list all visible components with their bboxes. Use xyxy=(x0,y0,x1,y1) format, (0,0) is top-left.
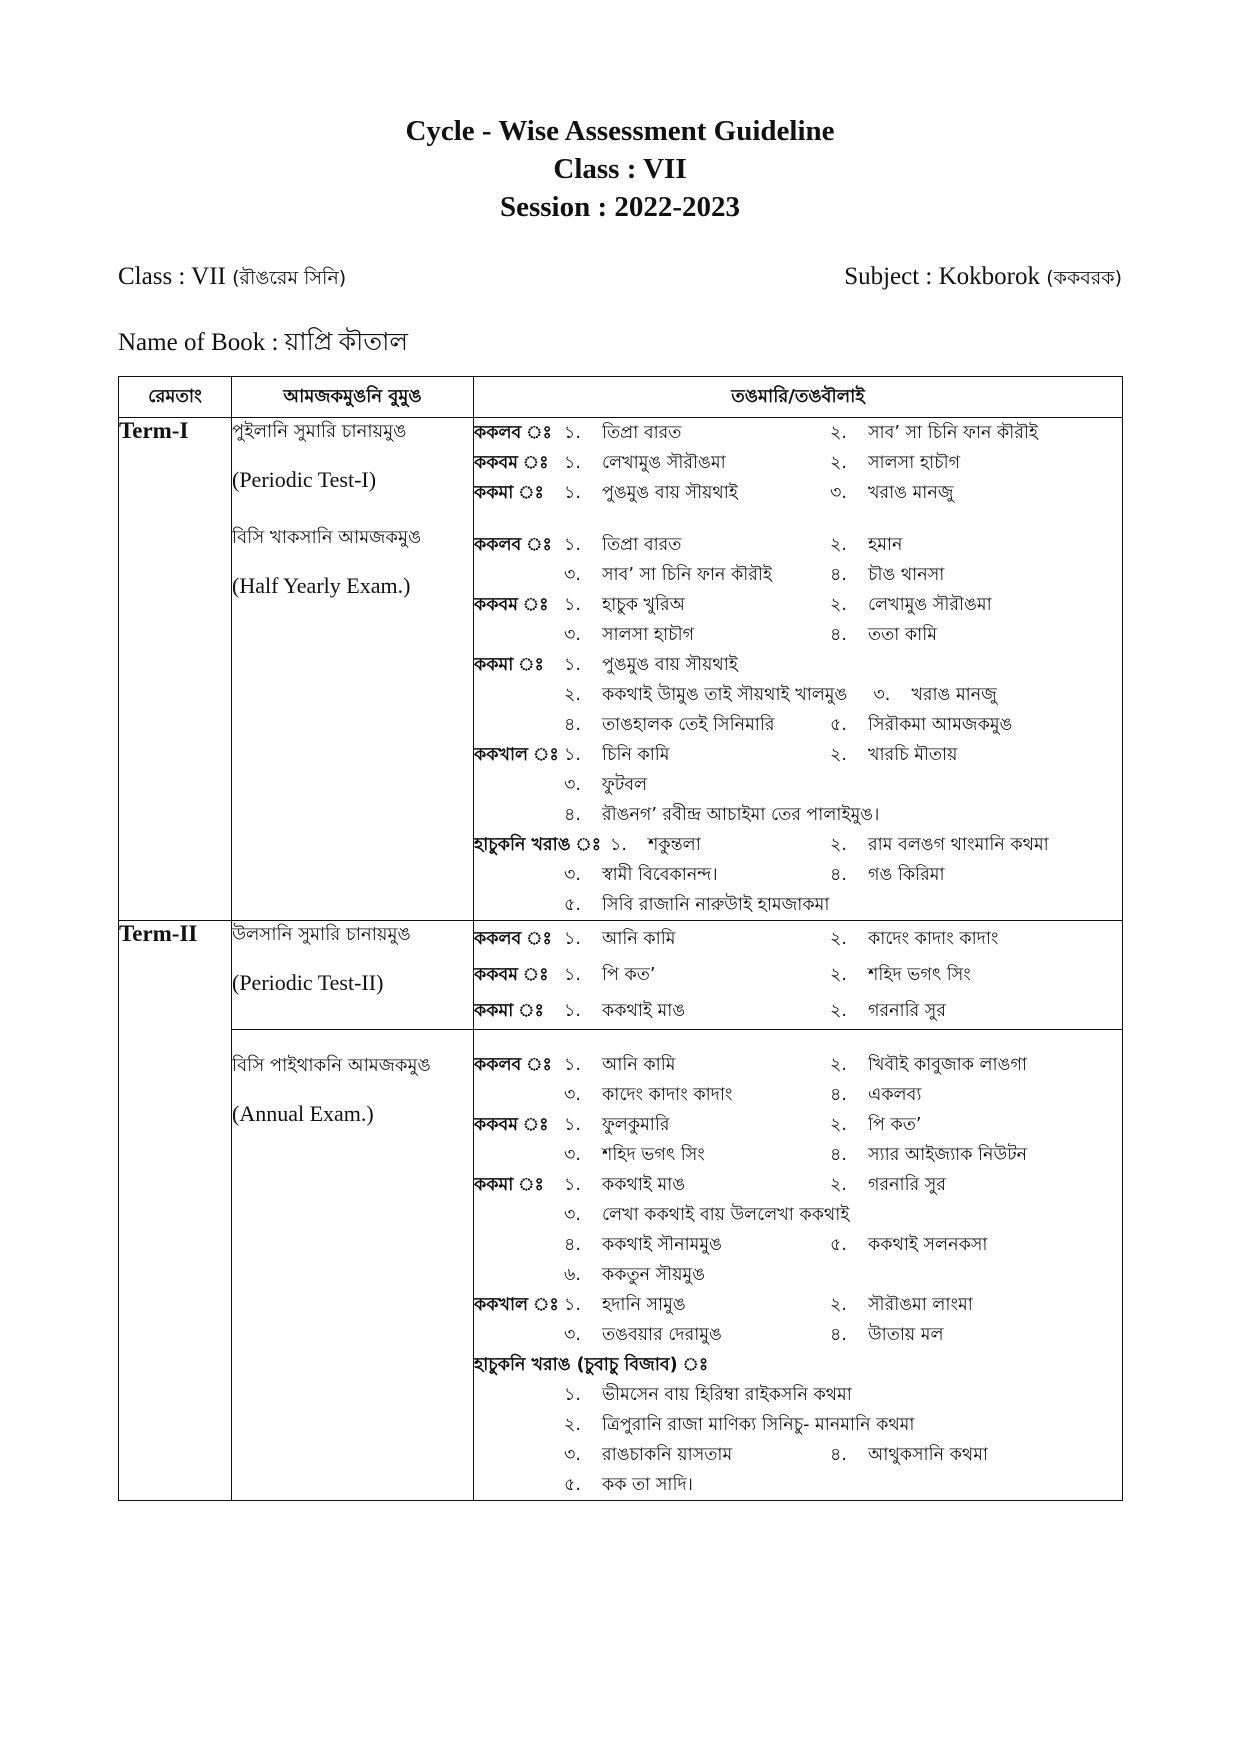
annual-syllabus-cell xyxy=(474,1030,1123,1501)
term1-syllabus xyxy=(474,418,1123,921)
item-number: ১. xyxy=(564,655,581,675)
term1-pt-bn: পুইলানি সুমারি চানায়মুঙ xyxy=(232,421,407,442)
list-item xyxy=(474,560,1122,590)
term2-pt-en: (Periodic Test-II) xyxy=(232,970,384,995)
item-number: ৩. xyxy=(830,483,847,503)
item-text: গরনারি সুর xyxy=(868,1001,946,1021)
header-syllabus: তঙমারি/তঙবৗলাই xyxy=(474,377,1123,418)
list-item xyxy=(474,1470,1122,1500)
item-text: রৗঙনগ’ রবীন্দ্র আচাইমা তের পালাইমুঙ। xyxy=(602,805,880,825)
list-item xyxy=(474,590,1122,620)
item-label: ককলব ঃ xyxy=(474,535,552,555)
item-text: ককথাই মাঙ xyxy=(602,1175,686,1195)
list-item xyxy=(474,448,1122,478)
assessment-table xyxy=(118,376,1123,1501)
list-item xyxy=(474,770,1122,800)
term2-pt-bn: উলসানি সুমারি চানায়মুঙ xyxy=(232,924,411,945)
pt2-syllabus xyxy=(474,921,1122,1029)
list-item xyxy=(474,650,1122,680)
item-text: কাদেং কাদাং কাদাং xyxy=(868,929,999,949)
item-number: ১. xyxy=(564,535,581,555)
item-text: একলব্য xyxy=(868,1085,922,1105)
item-label: ককমা ঃ xyxy=(474,483,544,503)
item-text: লেখামুঙ সৗরৗঙমা xyxy=(868,595,992,615)
list-item xyxy=(474,800,1122,830)
item-number: ৪. xyxy=(830,1445,847,1465)
item-number: ১. xyxy=(564,1055,581,1075)
item-label: ককবম ঃ xyxy=(474,595,549,615)
item-text: রাঙচাকনি য়াসতাম xyxy=(602,1445,733,1465)
item-number: ১. xyxy=(564,965,581,985)
subject-info xyxy=(844,262,1122,293)
item-number: ৪. xyxy=(564,1235,581,1255)
item-number: ২. xyxy=(830,453,847,473)
item-number: ২. xyxy=(830,1295,847,1315)
list-item xyxy=(474,680,1122,710)
item-text: সাব’ সা চিনি ফান কৗরৗই xyxy=(602,565,773,585)
item-number: ২. xyxy=(830,1055,847,1075)
item-number: ৩. xyxy=(564,1445,581,1465)
item-text: শকুন্তলা xyxy=(648,835,701,855)
class-label: Class : VII xyxy=(118,263,226,290)
table-row-term1 xyxy=(119,418,1123,921)
term1-pt-en: (Periodic Test-I) xyxy=(232,467,377,492)
header-exam: আমজকমুঙনি বুমুঙ xyxy=(232,377,474,418)
item-number: ১. xyxy=(564,1385,581,1405)
term2-annual xyxy=(232,1030,474,1501)
item-text: চৗঙ থানসা xyxy=(868,565,945,585)
item-text: ককথাই সলনকসা xyxy=(868,1235,988,1255)
item-number: ১. xyxy=(564,929,581,949)
item-text: তিপ্রা বারত xyxy=(602,535,682,555)
item-text: তিপ্রা বারত xyxy=(602,423,682,443)
item-label: ককবম ঃ xyxy=(474,453,549,473)
annual-story-list xyxy=(474,1380,1122,1500)
list-item xyxy=(474,957,1122,993)
item-text: হাচুক খুরিঅ xyxy=(602,595,685,615)
list-item xyxy=(474,1230,1122,1260)
document-title-block xyxy=(0,112,1240,226)
item-text: খারচি মৗতায় xyxy=(868,745,958,765)
term2-pt xyxy=(232,921,474,1030)
item-text: আনি কামি xyxy=(602,929,676,949)
item-label: ককবম ঃ xyxy=(474,965,549,985)
item-number: ৩. xyxy=(564,865,581,885)
item-text: লেখা ককথাই বায় উললেখা ককথাই xyxy=(602,1205,850,1225)
item-number: ৩. xyxy=(564,1085,581,1105)
item-text: স্বামী বিবেকানন্দ। xyxy=(602,865,718,885)
item-text: উাতায় মল xyxy=(868,1325,944,1345)
pt1-syllabus xyxy=(474,418,1122,508)
item-text: পি কত’ xyxy=(602,965,656,985)
list-item xyxy=(474,1440,1122,1470)
item-text: পুঙমুঙ বায় সৗয়থাই xyxy=(602,655,738,675)
item-text: ততা কামি xyxy=(868,625,937,645)
item-text: ভীমসেন বায় হিরিম্বা রাইকসনি কথমা xyxy=(602,1385,852,1405)
term1-label: Term-I xyxy=(119,418,232,921)
item-text: ত্রিপুরানি রাজা মাণিক্য সিনিচু- মানমানি কথমা xyxy=(602,1415,915,1435)
item-number: ১. xyxy=(564,423,581,443)
class-info xyxy=(118,262,346,293)
item-number: ৫. xyxy=(564,895,581,915)
annual-story-heading: হাচুকনি খরাঙ (চুবাচু বিজাব) ঃ xyxy=(474,1355,709,1375)
item-label: ককমা ঃ xyxy=(474,655,544,675)
pt2-syllabus-cell xyxy=(474,921,1123,1030)
item-number: ২. xyxy=(830,423,847,443)
item-number: ১. xyxy=(564,1295,581,1315)
item-text: হমান xyxy=(868,535,903,555)
item-label: ককখাল ঃ xyxy=(474,745,559,765)
table-row-term2-pt xyxy=(119,921,1123,1030)
item-label: ককখাল ঃ xyxy=(474,1295,559,1315)
item-text: হদানি সামুঙ xyxy=(602,1295,686,1315)
item-number: ১. xyxy=(564,595,581,615)
item-number: ২. xyxy=(830,1115,847,1135)
item-text: ফুলকুমারি xyxy=(602,1115,670,1135)
item-number: ৪. xyxy=(830,565,847,585)
item-number: ২. xyxy=(564,1415,581,1435)
item-text: আনি কামি xyxy=(602,1055,676,1075)
item-number: ৪. xyxy=(830,1145,847,1165)
item-number: ৪. xyxy=(830,865,847,885)
item-label: ককলব ঃ xyxy=(474,1055,552,1075)
list-item xyxy=(474,890,1122,920)
item-number: ২. xyxy=(830,1175,847,1195)
item-number: ২. xyxy=(830,745,847,765)
item-number: ২. xyxy=(564,685,581,705)
item-text: গঙ কিরিমা xyxy=(868,865,945,885)
list-item xyxy=(474,921,1122,957)
item-number: ১. xyxy=(564,1001,581,1021)
item-number: ২. xyxy=(830,535,847,555)
subject-label: Subject : Kokborok xyxy=(844,263,1041,290)
list-item xyxy=(474,740,1122,770)
item-number: ৫. xyxy=(830,1235,847,1255)
item-number: ২. xyxy=(830,595,847,615)
list-item xyxy=(474,1110,1122,1140)
item-text: ককথাই মাঙ xyxy=(602,1001,686,1021)
item-number: ১. xyxy=(564,1175,581,1195)
item-number: ৩. xyxy=(564,1145,581,1165)
item-text: সৗরৗঙমা লাংমা xyxy=(868,1295,973,1315)
list-item xyxy=(474,418,1122,448)
item-text: সালসা হাচৗগ xyxy=(868,453,961,473)
book-name: Name of Book : য়াপ্রি কৗতাল xyxy=(118,329,408,356)
item-text: কাদেং কাদাং কাদাং xyxy=(602,1085,733,1105)
list-item xyxy=(474,1080,1122,1110)
item-label: ককমা ঃ xyxy=(474,1001,544,1021)
item-number: ৫. xyxy=(830,715,847,735)
item-text: পি কত’ xyxy=(868,1115,922,1135)
item-text: ককথাই সৗনামমুঙ xyxy=(602,1235,722,1255)
item-number: ৩. xyxy=(564,1205,581,1225)
list-item xyxy=(474,993,1122,1029)
term2-label: Term-II xyxy=(119,921,232,1501)
list-item xyxy=(474,710,1122,740)
list-item xyxy=(474,1290,1122,1320)
term1-hy-bn: বিসি খাকসানি আমজকমুঙ xyxy=(232,527,422,548)
term1-exams xyxy=(232,418,474,921)
list-item xyxy=(474,830,1122,860)
item-number: ১. xyxy=(610,835,627,855)
item-text: তাঙহালক তেই সিনিমারি xyxy=(602,715,775,735)
item-number: ৩. xyxy=(564,775,581,795)
item-number: ৩. xyxy=(564,565,581,585)
item-text: তঙবয়ার দেরামুঙ xyxy=(602,1325,722,1345)
item-text: ককথাই উামুঙ তাই সৗয়থাই খালমুঙ xyxy=(602,685,848,705)
document-title: Cycle - Wise Assessment Guideline xyxy=(405,115,835,147)
document-class: Class : VII xyxy=(553,153,687,185)
item-text: লেখামুঙ সৗরৗঙমা xyxy=(602,453,726,473)
item-number: ৫. xyxy=(564,1475,581,1495)
item-text: চিনি কামি xyxy=(602,745,670,765)
item-text: সিবি রাজানি নারুউাই হামজাকমা xyxy=(602,895,830,915)
item-text: সাব’ সা চিনি ফান কৗরৗই xyxy=(868,423,1039,443)
class-label-bn: (রৗঙরেম সিনি) xyxy=(232,267,347,289)
header-term: রেমতাং xyxy=(119,377,232,418)
item-number: ৩. xyxy=(564,625,581,645)
item-number: ৬. xyxy=(564,1265,581,1285)
list-item xyxy=(474,860,1122,890)
annual-syllabus xyxy=(474,1050,1122,1350)
list-item xyxy=(474,1260,1122,1290)
item-text: সিরৗকমা আমজকমুঙ xyxy=(868,715,1013,735)
term1-hy-en: (Half Yearly Exam.) xyxy=(232,573,411,598)
item-label: হাচুকনি খরাঙ ঃ xyxy=(474,835,602,855)
item-label: ককমা ঃ xyxy=(474,1175,544,1195)
item-number: ৩. xyxy=(873,685,891,705)
list-item xyxy=(474,478,1122,508)
item-number: ২. xyxy=(830,929,847,949)
table-row-term2-annual xyxy=(119,1030,1123,1501)
item-number: ২. xyxy=(830,1001,847,1021)
item-label: ককলব ঃ xyxy=(474,929,552,949)
item-text: খিবৗই কাবুজাক লাঙগা xyxy=(868,1055,1027,1075)
list-item xyxy=(474,1320,1122,1350)
list-item xyxy=(474,1170,1122,1200)
item-label: ককবম ঃ xyxy=(474,1115,549,1135)
item-number: ৩. xyxy=(564,1325,581,1345)
item-text: স্যার আইজ্যাক নিউটন xyxy=(868,1145,1028,1165)
item-text: শহিদ ভগৎ সিং xyxy=(602,1145,705,1165)
item-number: ২. xyxy=(830,835,847,855)
item-number: ৪. xyxy=(830,1325,847,1345)
list-item xyxy=(474,1380,1122,1410)
item-number: ৪. xyxy=(564,805,581,825)
half-yearly-syllabus xyxy=(474,530,1122,920)
item-number: ১. xyxy=(564,483,581,503)
item-number: ৪. xyxy=(830,1085,847,1105)
item-text: রাম বলঙগ থাংমানি কথমা xyxy=(868,835,1049,855)
list-item xyxy=(474,1050,1122,1080)
item-number: ১. xyxy=(564,1115,581,1135)
table-header-row xyxy=(119,377,1123,418)
list-item xyxy=(474,1200,1122,1230)
item-text: পুঙমুঙ বায় সৗয়থাই xyxy=(602,483,738,503)
item-label: ককলব ঃ xyxy=(474,423,552,443)
list-item xyxy=(474,1410,1122,1440)
term2-an-en: (Annual Exam.) xyxy=(232,1101,374,1126)
item-number: ২. xyxy=(830,965,847,985)
list-item xyxy=(474,620,1122,650)
item-text: সালসা হাচৗগ xyxy=(602,625,695,645)
item-text: গরনারি সুর xyxy=(868,1175,946,1195)
document-session: Session : 2022-2023 xyxy=(499,191,741,223)
item-text: কক তা সাদি। xyxy=(602,1475,693,1495)
term2-an-bn: বিসি পাইথাকনি আমজকমুঙ xyxy=(232,1055,431,1076)
item-text: আথুকসানি কথমা xyxy=(868,1445,989,1465)
subject-label-bn: (ককবরক) xyxy=(1046,267,1122,289)
item-number: ৪. xyxy=(564,715,581,735)
item-number: ১. xyxy=(564,453,581,473)
item-text: খরাঙ মানজু xyxy=(868,483,954,503)
item-number: ১. xyxy=(564,745,581,765)
list-item xyxy=(474,1140,1122,1170)
item-text: ফুটবল xyxy=(602,775,648,795)
list-item xyxy=(474,530,1122,560)
item-number: ৪. xyxy=(830,625,847,645)
item-text: খরাঙ মানজু xyxy=(911,685,997,705)
item-text: ককতুন সৗয়মুঙ xyxy=(602,1265,706,1285)
item-text: শহিদ ভগৎ সিং xyxy=(868,965,971,985)
